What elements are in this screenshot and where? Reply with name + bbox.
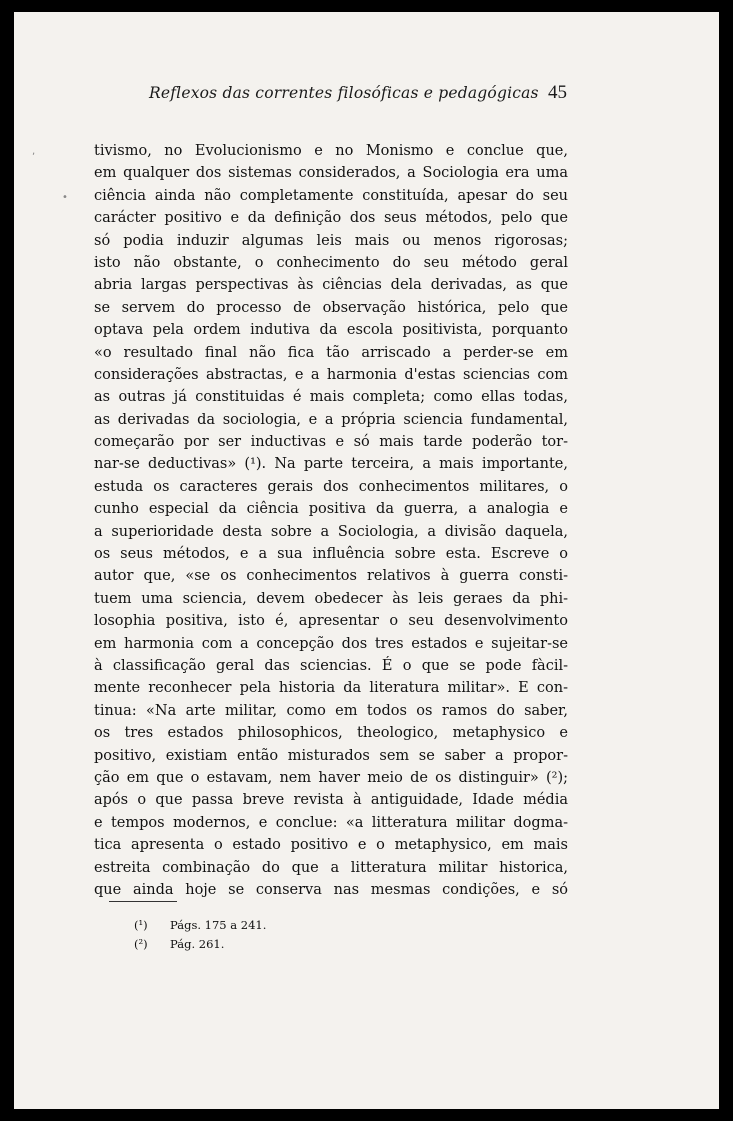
- text-line: tuem uma sciencia, devem obedecer às leis geraes da phi-: [94, 590, 568, 607]
- footnote-rule: [109, 901, 177, 902]
- page-header: [14, 84, 719, 110]
- text-line: autor que, «se os conhecimentos relativos à guerra consti-: [94, 568, 568, 585]
- text-line: os tres estados philosophicos, theologico, metaphysico e: [94, 725, 568, 742]
- footnote-mark: (¹): [134, 918, 148, 932]
- text-line: só podia induzir algumas leis mais ou menos rigorosas;: [94, 232, 568, 249]
- text-line: tinua: «Na arte militar, como em todos os ramos do saber,: [94, 702, 568, 719]
- footnote-item: [134, 916, 266, 935]
- text-line: se servem do processo de observação histórica, pelo que: [94, 299, 568, 316]
- text-line: «o resultado final não fica tão arriscado a perder-se em: [94, 344, 568, 361]
- margin-speck: ,: [32, 146, 36, 157]
- running-title: Reflexos das correntes filosóficas e pedagógicas: [149, 84, 539, 102]
- text-line: em harmonia com a concepção dos tres estados e sujeitar-se: [94, 635, 568, 652]
- page-number: 45: [548, 82, 567, 103]
- text-line: losophia positiva, isto é, apresentar o seu desenvolvimento: [94, 613, 568, 630]
- text-line: começarão por ser inductivas e só mais tarde poderão tor-: [94, 434, 568, 451]
- body-text: [94, 140, 568, 901]
- text-line: os seus métodos, e a sua influência sobre esta. Escreve o: [94, 546, 568, 563]
- text-line: carácter positivo e da definição dos seus métodos, pelo que: [94, 210, 568, 227]
- text-line: tivismo, no Evolucionismo e no Monismo e conclue que,: [94, 143, 568, 159]
- footnotes: [134, 916, 266, 954]
- text-line: as outras já constituidas é mais completa; como ellas todas,: [94, 389, 568, 406]
- text-line: considerações abstractas, e a harmonia d'estas sciencias com: [94, 366, 568, 383]
- text-line: estuda os caracteres gerais dos conhecimentos militares, o: [94, 478, 568, 495]
- book-page: [14, 12, 719, 1109]
- text-line: à classificação geral das sciencias. É o que se pode fàcil-: [94, 657, 568, 674]
- text-line: ciência ainda não completamente constituída, apesar do seu: [94, 187, 568, 204]
- text-line: ção em que o estavam, nem haver meio de os distinguir» (²);: [94, 769, 568, 786]
- text-line: positivo, existiam então misturados sem se saber a propor-: [94, 747, 568, 764]
- footnote-text: Pág. 261.: [170, 937, 225, 951]
- text-line: estreita combinação do que a litteratura militar historica,: [94, 859, 568, 876]
- footnote-mark: (²): [134, 937, 148, 951]
- text-line: em qualquer dos sistemas considerados, a Sociologia era uma: [94, 165, 568, 182]
- margin-speck: •: [62, 192, 68, 203]
- text-line: abria largas perspectivas às ciências dela derivadas, as que: [94, 277, 568, 294]
- text-line: optava pela ordem indutiva da escola positivista, porquanto: [94, 322, 568, 339]
- footnote-item: [134, 935, 266, 954]
- text-line: após o que passa breve revista à antiguidade, Idade média: [94, 792, 568, 809]
- text-line: isto não obstante, o conhecimento do seu método geral: [94, 254, 568, 271]
- footnote-text: Págs. 175 a 241.: [170, 918, 267, 932]
- text-line: mente reconhecer pela historia da literatura militar». E con-: [94, 680, 568, 697]
- text-line: a superioridade desta sobre a Sociologia, a divisão daquela,: [94, 523, 568, 540]
- text-line: que ainda hoje se conserva nas mesmas condições, e só: [94, 881, 568, 898]
- text-line: cunho especial da ciência positiva da guerra, a analogia e: [94, 501, 568, 518]
- text-line: e tempos modernos, e conclue: «a litteratura militar dogma-: [94, 814, 568, 831]
- text-line: nar-se deductivas» (¹). Na parte terceira, a mais importante,: [94, 456, 568, 473]
- text-line: as derivadas da sociologia, e a própria sciencia fundamental,: [94, 411, 568, 428]
- text-line: tica apresenta o estado positivo e o metaphysico, em mais: [94, 837, 568, 854]
